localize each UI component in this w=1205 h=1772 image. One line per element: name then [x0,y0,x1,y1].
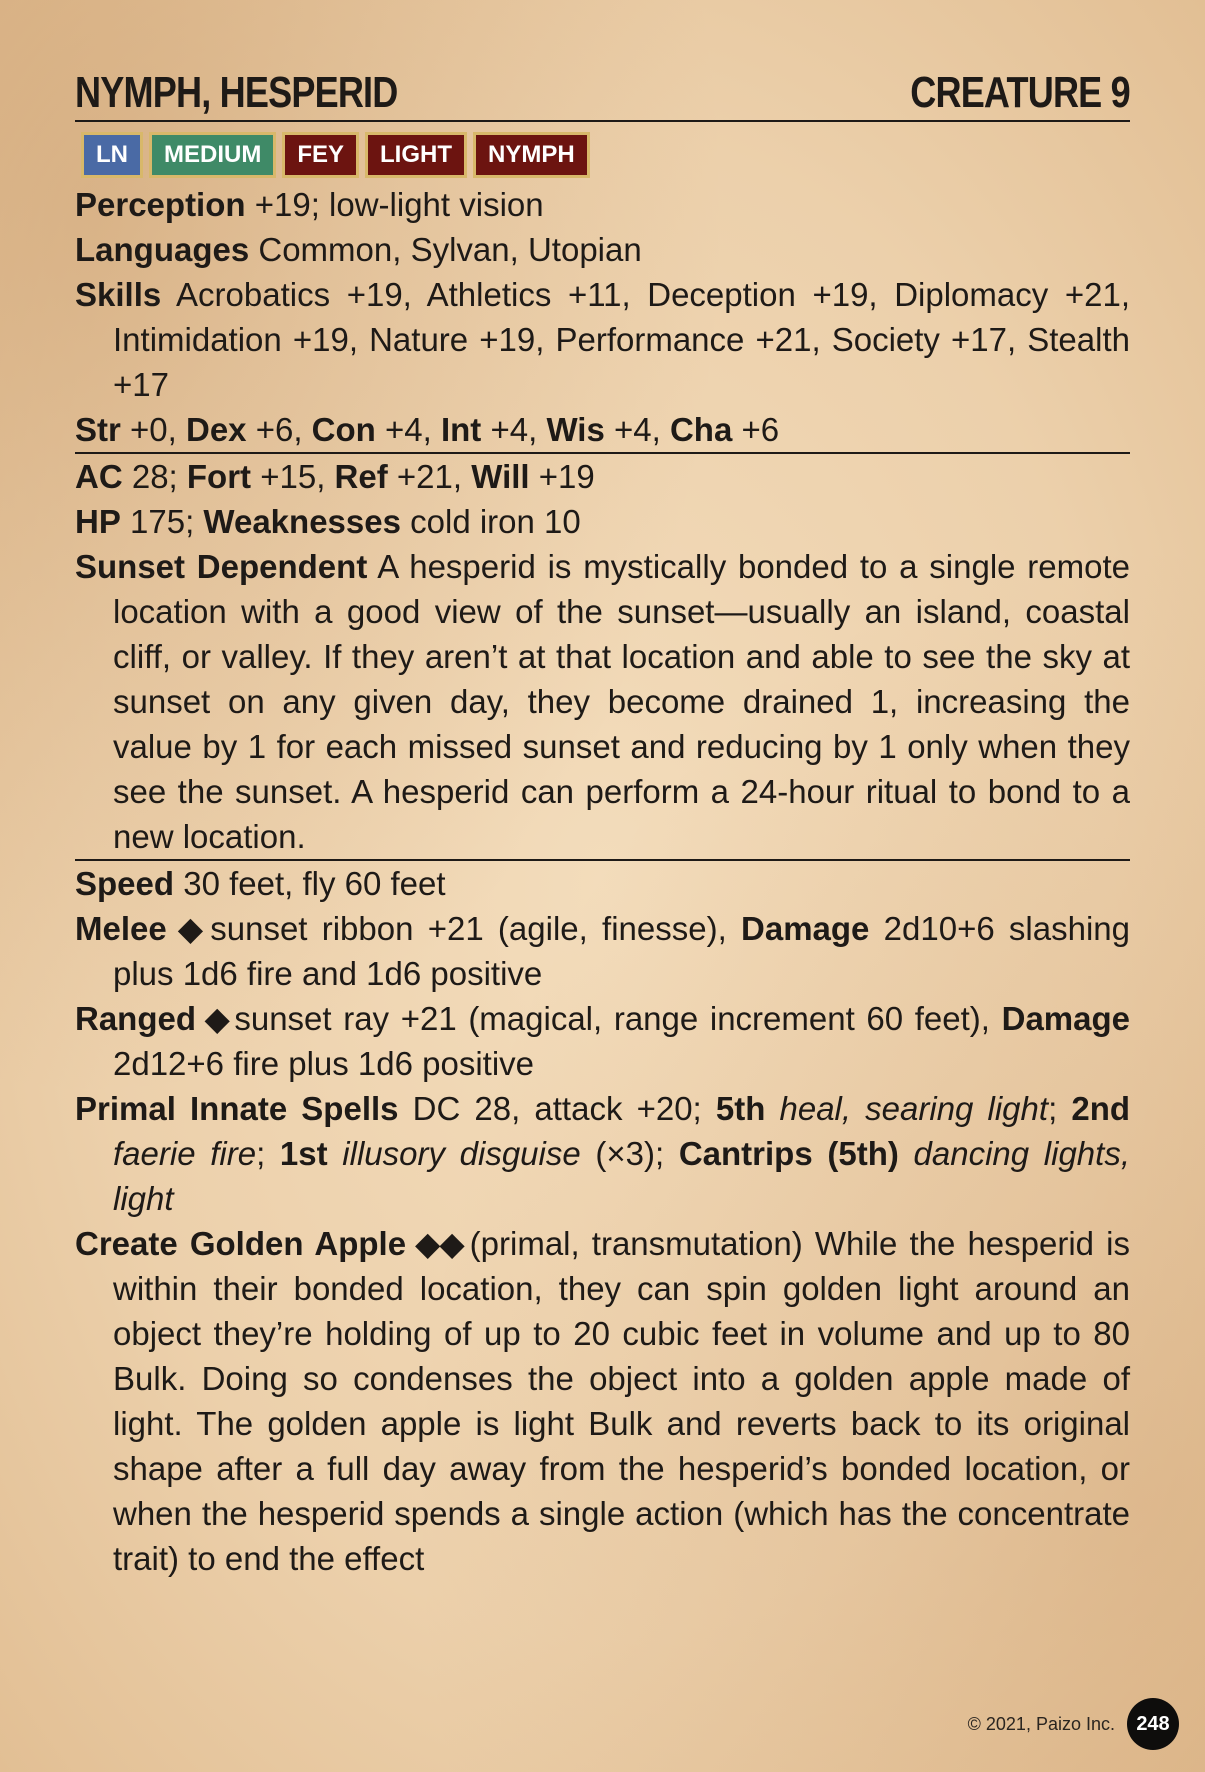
rank5-spells: heal, searing light [779,1090,1049,1127]
apple-label: Create Golden Apple [75,1225,407,1262]
perception-text: +19; low-light vision [254,186,544,223]
hp-line [75,499,1130,544]
ac-label: AC [75,458,123,495]
ref-label: Ref [334,458,388,495]
dex-label: Dex [185,411,247,448]
speed-label: Speed [75,865,175,902]
sunset-text: A hesperid is mystically bonded to a single remote location with a good view of the sunset—usually an island, coastal cliff, or valley. If they aren’t at that location and able to see the sky at sunset on any given day, they become drained 1, increasing the value by 1 for each missed sunset and reducing by 1 only when they see the sunset. A hesperid can perform a 24-hour ritual to bond to a new location. [113,548,1130,855]
separator: ; [1048,1090,1058,1127]
fort-label: Fort [186,458,252,495]
page-number: 248 [1127,1698,1179,1750]
int-value: +4, [490,411,538,448]
speed-text: 30 feet, fly 60 feet [183,865,446,902]
melee-line [75,906,1130,996]
melee-damage-value: 2d10+6 slashing plus 1d6 fire and 1d6 positive [113,910,1131,992]
ac-value: 28; [131,458,178,495]
speed-line [75,861,1130,906]
languages-text: Common, Sylvan, Utopian [258,231,642,268]
rank1-label: 1st [279,1135,328,1172]
cha-label: Cha [669,411,733,448]
separator: ; [256,1135,266,1172]
con-label: Con [311,411,376,448]
wis-label: Wis [546,411,605,448]
ranged-damage-value: 2d12+6 fire plus 1d6 positive [113,1045,535,1082]
languages-label: Languages [75,231,250,268]
single-action-icon: ◆ [202,1000,229,1037]
str-value: +0, [130,411,177,448]
spells-line [75,1086,1130,1221]
languages-line [75,227,1130,272]
spells-label: Primal Innate Spells [75,1090,399,1127]
create-golden-apple-line [75,1221,1130,1581]
hp-label: HP [75,503,121,540]
ref-value: +21, [396,458,463,495]
weaknesses-value: cold iron 10 [410,503,581,540]
trait-size: MEDIUM [149,132,276,178]
copyright: © 2021, Paizo Inc. [967,1713,1115,1734]
perception-line [75,182,1130,227]
sunset-label: Sunset Dependent [75,548,368,585]
melee-damage-label: Damage [741,910,870,947]
ranged-line [75,996,1130,1086]
skills-label: Skills [75,276,162,313]
will-value: +19 [538,458,595,495]
cantrip-spells: dancing lights, light [113,1135,1130,1217]
ranged-damage-label: Damage [1001,1000,1130,1037]
trait-nymph: NYMPH [473,132,590,178]
spells-dc: DC 28, attack +20; [412,1090,702,1127]
sunset-dependent-line [75,544,1130,859]
skills-line [75,272,1130,407]
melee-label: Melee [75,910,167,947]
trait-list [75,132,1130,178]
con-value: +4, [385,411,432,448]
int-label: Int [440,411,482,448]
two-action-icon: ◆◆ [412,1225,464,1262]
hp-value: 175; [130,503,195,540]
weaknesses-label: Weaknesses [203,503,401,540]
rank2-spells: faerie fire [113,1135,257,1172]
ranged-text: sunset ray +21 (magical, range increment 60 feet), [234,1000,990,1037]
trait-alignment: LN [81,132,143,178]
apple-text: (primal, transmutation) While the hesperid is within their bonded location, they can spin golden light around an object they’re holding of up to 20 cubic feet in volume and up to 80 Bulk. Doing so condenses the object into a golden apple made of light. The golden apple is light Bulk and reverts back to its original shape after a full day away from the hesperid’s bonded location, or when the hesperid spends a single action (which has the concentrate trait) to end the effect [113,1225,1130,1577]
cha-value: +6 [741,411,780,448]
stat-header [75,68,1130,122]
page-footer [968,1698,1179,1750]
trait-light: LIGHT [365,132,467,178]
ability-scores-line [75,407,1130,452]
single-action-icon: ◆ [172,910,205,947]
cantrips-label: Cantrips (5th) [678,1135,899,1172]
stat-block [75,68,1130,1581]
will-label: Will [471,458,530,495]
rank1-spells: illusory disguise [342,1135,581,1172]
creature-level: CREATURE 9 [910,68,1130,117]
melee-text: sunset ribbon +21 (agile, finesse), [210,910,727,947]
rank1-count: (×3); [595,1135,665,1172]
wis-value: +4, [614,411,661,448]
skills-text: Acrobatics +19, Athletics +11, Deception +19, Diplomacy +21, Intimidation +19, Nature +19, Performance +21, Society +17, Stealth +17 [113,276,1130,403]
perception-label: Perception [75,186,246,223]
trait-fey: FEY [282,132,359,178]
fort-value: +15, [260,458,326,495]
rank5-label: 5th [715,1090,766,1127]
defense-line [75,454,1130,499]
rank2-label: 2nd [1071,1090,1131,1127]
creature-name: NYMPH, HESPERID [75,68,398,117]
ranged-label: Ranged [75,1000,197,1037]
dex-value: +6, [255,411,303,448]
str-label: Str [75,411,121,448]
